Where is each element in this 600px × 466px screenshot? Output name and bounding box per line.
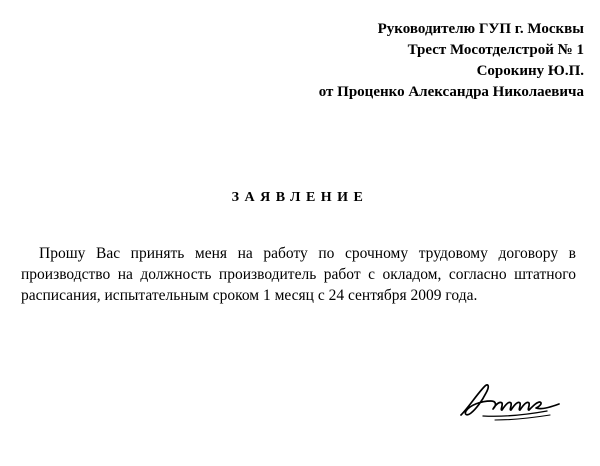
document-title: ЗАЯВЛЕНИЕ [231, 190, 369, 205]
sender-line: от Проценко Александра Николаевича [318, 84, 584, 100]
handwritten-signature-icon [455, 380, 565, 425]
addressee-line-2: Трест Мосотделстрой № 1 [407, 42, 584, 58]
addressee-line-3: Сорокину Ю.П. [476, 63, 584, 79]
addressee-block [319, 19, 584, 103]
document-body: Прошу Вас принять меня на работу по срочному трудовому договору в производство на должность производитель работ с окладом, согласно штатного расписания, испытательным сроком 1 месяц с 24 сентября 2009 года. [21, 245, 576, 304]
addressee-line-1: Руководителю ГУП г. Москвы [377, 21, 584, 37]
